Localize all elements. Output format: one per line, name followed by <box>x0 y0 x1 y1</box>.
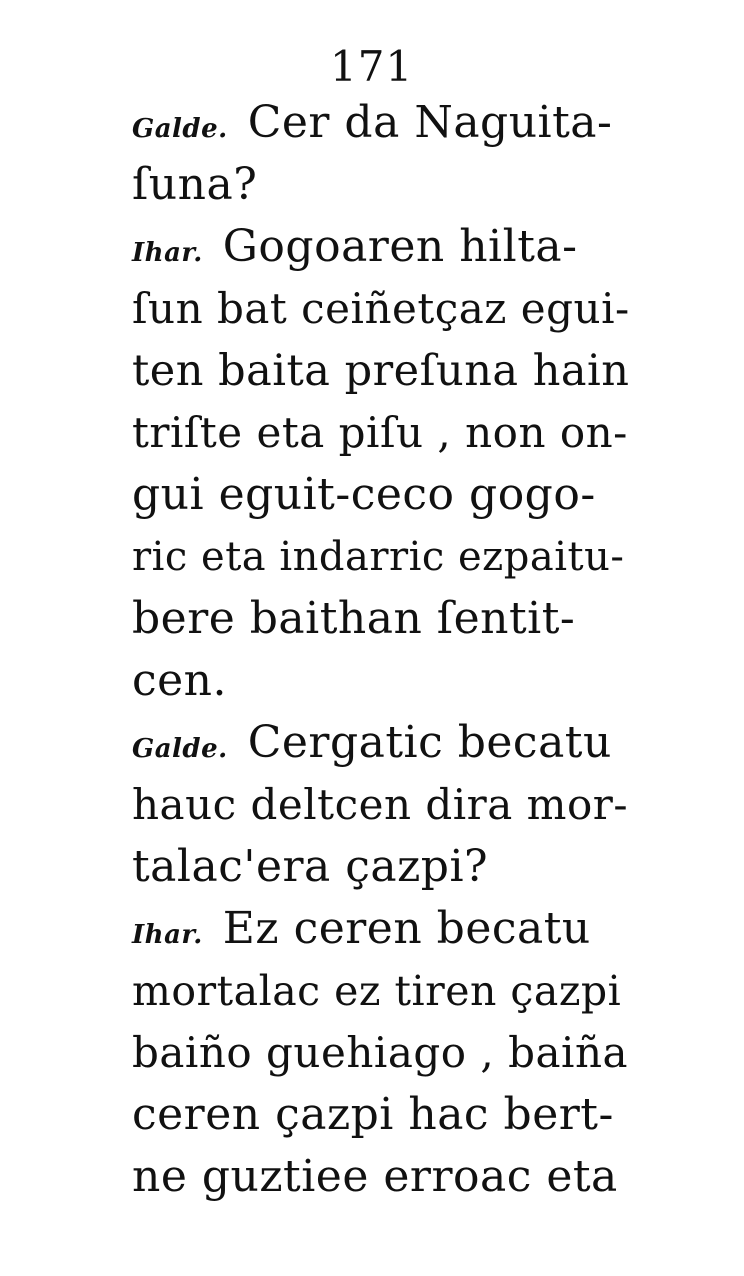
line-text: ceren çazpi hac bert- <box>132 1089 614 1140</box>
line-text: Cergatic becatu <box>247 717 612 768</box>
line-text: ne guztiee erroac eta <box>132 1151 618 1202</box>
speaker-label: Ihar. <box>132 920 203 950</box>
page-number: 171 <box>330 42 414 91</box>
line-text: ſuna? <box>132 159 258 210</box>
text-line <box>132 836 632 898</box>
speaker-label: Galde. <box>132 114 228 144</box>
line-text: gui eguit-ceco gogo- <box>132 469 596 520</box>
line-text: ten baita preſuna hain <box>132 346 630 396</box>
line-text: Cer da Naguita- <box>247 97 613 148</box>
line-text: talac'era çazpi? <box>132 841 489 892</box>
text-line <box>132 1146 632 1208</box>
text-line <box>132 216 632 278</box>
text-line <box>132 92 632 154</box>
text-line <box>132 278 632 340</box>
speaker-label: Ihar. <box>132 238 203 268</box>
line-text: baiño guehiago , baiña <box>132 1028 629 1077</box>
line-text: Ez ceren becatu <box>222 903 591 954</box>
text-line <box>132 650 632 712</box>
line-text: ric eta indarric ezpaitu- <box>132 534 625 580</box>
text-line <box>132 588 632 650</box>
line-text: ſun bat ceiñetçaz egui- <box>132 284 630 333</box>
text-line <box>132 340 632 402</box>
line-text: triſte eta piſu , non on- <box>132 408 628 457</box>
text-line <box>132 402 632 464</box>
text-line <box>132 774 632 836</box>
line-text: bere baithan ſentit- <box>132 593 576 644</box>
text-line <box>132 1084 632 1146</box>
line-text: Gogoaren hilta- <box>222 221 578 272</box>
line-text: hauc deltcen dira mor- <box>132 780 629 829</box>
text-line <box>132 1022 632 1084</box>
speaker-label: Galde. <box>132 734 228 764</box>
text-line <box>132 960 632 1022</box>
text-line <box>132 712 632 774</box>
text-line <box>132 154 632 216</box>
text-block <box>132 92 632 1208</box>
line-text: mortalac ez tiren çazpi <box>132 967 622 1015</box>
text-line <box>132 464 632 526</box>
text-line <box>132 898 632 960</box>
text-line <box>132 526 632 588</box>
line-text: cen. <box>132 655 228 706</box>
